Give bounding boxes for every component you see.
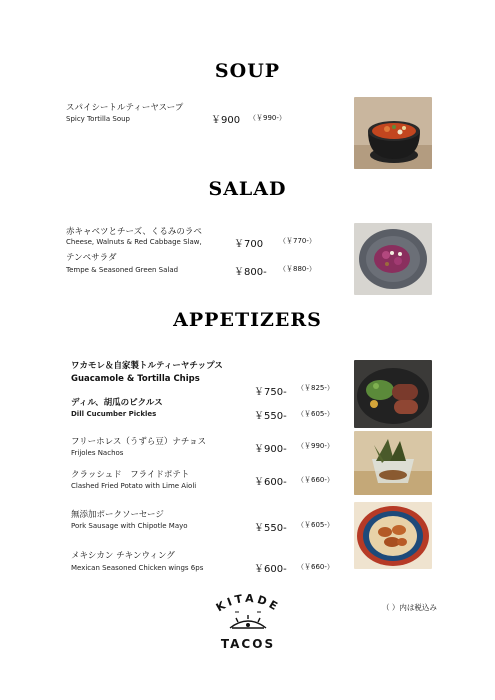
item-name-jp: 赤キャベツとチーズ、くるみのラペ [66,227,202,237]
item-name-jp: スパイシートルティーヤスープ [66,103,184,113]
item-name-en: Mexican Seasoned Chicken wings 6ps [71,564,204,572]
item-price: ￥600- [254,477,287,488]
item-price: ￥750- [254,387,287,398]
section-title-appetizers: APPETIZERS [173,309,322,331]
item-price: ￥550- [254,523,287,534]
item-price-tax-included: （￥660-） [297,476,334,484]
item-price: ￥700 [234,239,264,250]
item-price-tax-included: （￥990-） [249,114,286,122]
photo-nachos [354,431,432,495]
photo-red-cabbage-slaw [354,223,432,295]
photo-tortilla-soup [354,97,432,169]
item-name-jp: ディル、胡瓜のピクルス [71,398,163,408]
item-name-jp: ワカモレ＆自家製トルティーヤチップス [71,361,223,371]
item-price-tax-included: （￥770-） [279,237,316,245]
item-price: ￥900- [254,444,287,455]
photo-guacamole-sausage [354,360,432,428]
item-price: ￥800- [234,267,267,278]
item-price-tax-included: （￥605-） [297,521,334,529]
kitade-tacos-logo [208,588,288,656]
item-name-jp: 無添加ポークソーセージ [71,510,164,520]
item-price-tax-included: （￥880-） [279,265,316,273]
item-name-en: Guacamole & Tortilla Chips [71,374,200,384]
item-name-en: Tempe & Seasoned Green Salad [66,266,179,274]
logo-bottom-text: TACOS [220,637,276,651]
logo-top-text: KITADE [213,591,283,615]
item-name-jp: テンペサラダ [66,253,117,263]
svg-text:KITADE [214,592,282,615]
tax-note: （ ）内は税込み [382,603,437,612]
item-price-tax-included: （￥825-） [297,384,334,392]
section-title-salad: SALAD [208,178,287,200]
item-price-tax-included: （￥990-） [297,442,334,450]
item-name-jp: フリーホレス（うずら豆）ナチョス [71,437,207,447]
item-price: ￥900 [211,115,241,126]
item-name-en: Cheese, Walnuts & Red Cabbage Slaw, [66,238,202,246]
item-name-jp: クラッシュド フライドポテト [71,470,190,480]
item-name-en: Spicy Tortilla Soup [66,115,130,123]
section-title-soup: SOUP [214,60,281,82]
item-price: ￥550- [254,411,287,422]
item-name-en: Dill Cucumber Pickles [71,410,157,418]
item-price-tax-included: （￥660-） [297,563,334,571]
item-price: ￥600- [254,564,287,575]
item-price-tax-included: （￥605-） [297,410,334,418]
photo-chicken-wings [354,502,432,569]
item-name-en: Frijoles Nachos [71,449,124,457]
item-name-en: Pork Sausage with Chipotle Mayo [71,522,188,530]
item-name-jp: メキシカン チキンウィング [71,551,175,561]
item-name-en: Clashed Fried Potato with Lime Aioli [71,482,197,490]
